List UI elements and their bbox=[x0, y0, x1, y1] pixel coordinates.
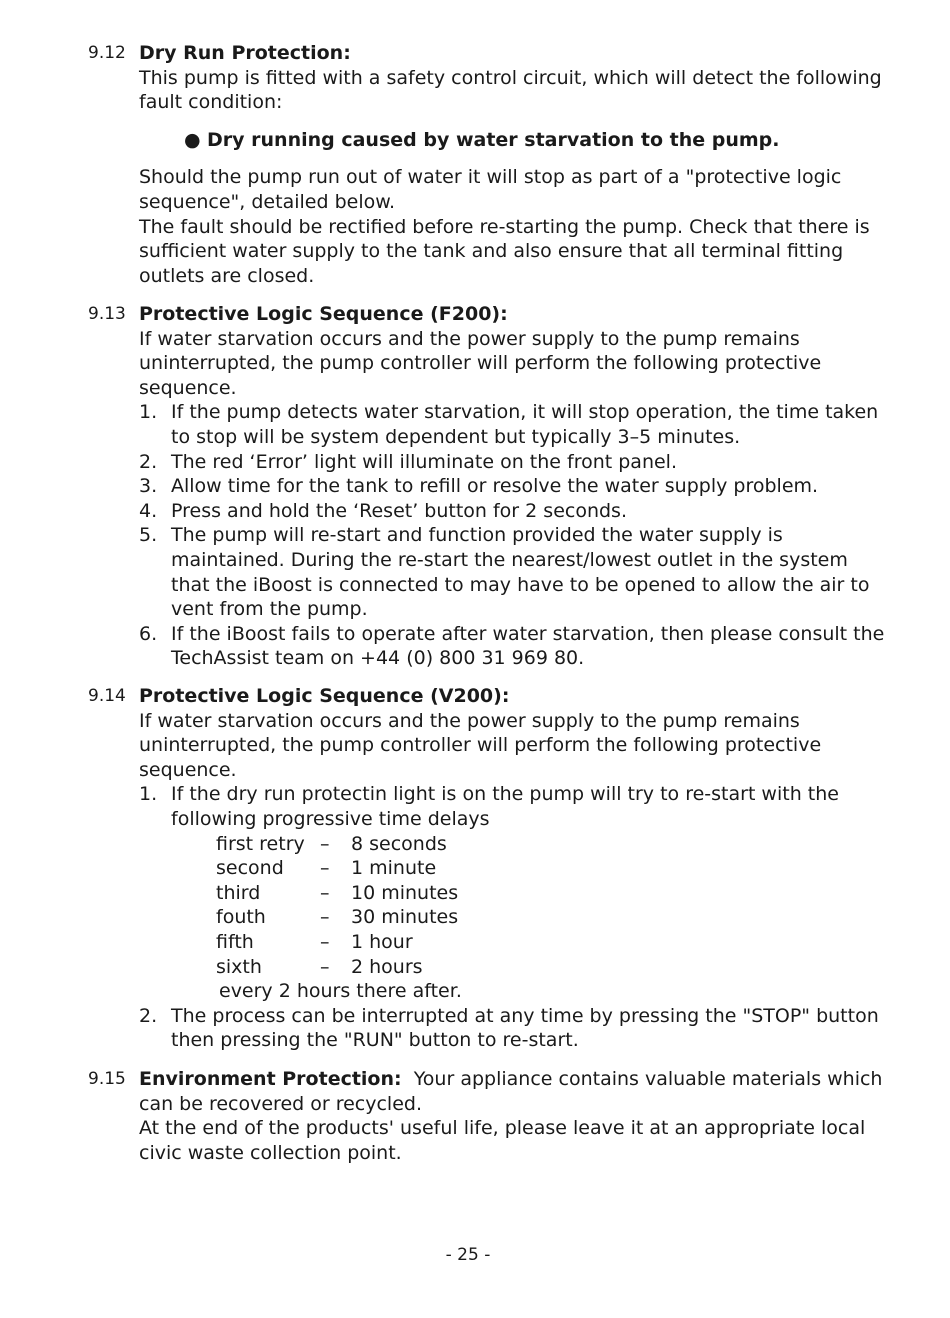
delay-ordinal: sixth bbox=[216, 955, 262, 978]
numbered-list bbox=[139, 782, 888, 1053]
delay-table bbox=[216, 832, 888, 980]
delay-dash: – bbox=[320, 930, 330, 953]
delay-row bbox=[216, 955, 888, 980]
paragraph: At the end of the products' useful life, please leave it at an appropriate local civic waste collection point. bbox=[139, 1117, 866, 1164]
bullet-text: Dry running caused by water starvation to the pump. bbox=[207, 128, 780, 151]
delay-dash: – bbox=[320, 906, 330, 929]
list-text: The pump will re-start and function provided the water supply is maintained. During the re-start the nearest/lowest outlet in the system that the iBoost is connected to may have to be opened to allow the air to vent from the pump. bbox=[171, 524, 870, 621]
section-title: Environment Protection: bbox=[139, 1068, 402, 1090]
list-number: 2. bbox=[139, 1004, 158, 1027]
delay-time: 2 hours bbox=[351, 955, 423, 978]
paragraph-text: Your appliance contains valuable materials which can be recovered or recycled. bbox=[139, 1068, 883, 1115]
section-number: 9.14 bbox=[88, 686, 126, 706]
section-9-12 bbox=[88, 41, 888, 288]
list-item bbox=[139, 622, 888, 671]
list-item bbox=[139, 474, 888, 499]
delay-dash: – bbox=[320, 881, 330, 904]
delay-dash: – bbox=[320, 955, 330, 978]
delay-row bbox=[216, 905, 888, 930]
list-number: 2. bbox=[139, 450, 158, 473]
delay-ordinal: second bbox=[216, 857, 284, 880]
list-text: The red ‘Error’ light will illuminate on the front panel. bbox=[171, 450, 678, 473]
numbered-list bbox=[139, 400, 888, 671]
delay-footnote: every 2 hours there after. bbox=[219, 980, 462, 1003]
section-title: Protective Logic Sequence (V200): bbox=[139, 685, 510, 707]
section-number: 9.13 bbox=[88, 304, 126, 324]
section-number: 9.15 bbox=[88, 1069, 126, 1089]
bullet-item bbox=[184, 128, 888, 153]
list-number: 1. bbox=[139, 401, 158, 424]
list-text: Allow time for the tank to refill or resolve the water supply problem. bbox=[171, 475, 819, 498]
list-number: 3. bbox=[139, 475, 158, 498]
section-9-13 bbox=[88, 302, 888, 671]
paragraph: This pump is fitted with a safety control circuit, which will detect the following fault condition: bbox=[139, 66, 882, 114]
delay-row bbox=[216, 881, 888, 906]
paragraph: If water starvation occurs and the power supply to the pump remains uninterrupted, the pump controller will perform the following protective sequence. bbox=[139, 709, 822, 781]
delay-row bbox=[216, 930, 888, 955]
list-text: The process can be interrupted at any time by pressing the "STOP" button then pressing the "RUN" button to re-start. bbox=[171, 1004, 879, 1052]
delay-ordinal: fifth bbox=[216, 930, 254, 953]
paragraph: If water starvation occurs and the power supply to the pump remains uninterrupted, the pump controller will perform the following protective sequence. bbox=[139, 327, 822, 399]
list-item bbox=[139, 782, 888, 1003]
section-9-14 bbox=[88, 684, 888, 1053]
section-title: Protective Logic Sequence (F200): bbox=[139, 303, 508, 325]
paragraph: Should the pump run out of water it will stop as part of a "protective logic sequence", detailed below. bbox=[139, 166, 842, 213]
delay-time: 10 minutes bbox=[351, 881, 459, 904]
list-item bbox=[139, 450, 888, 475]
list-item bbox=[139, 499, 888, 524]
delay-time: 1 minute bbox=[351, 857, 437, 880]
section-number: 9.12 bbox=[88, 43, 126, 63]
list-item bbox=[139, 523, 888, 621]
delay-time: 8 seconds bbox=[351, 832, 447, 855]
delay-dash: – bbox=[320, 832, 330, 855]
delay-row bbox=[216, 856, 888, 881]
page-number: - 25 - bbox=[445, 1245, 491, 1265]
list-number: 1. bbox=[139, 783, 158, 806]
list-item bbox=[139, 400, 888, 449]
list-number: 4. bbox=[139, 499, 158, 522]
paragraph bbox=[139, 1067, 888, 1116]
section-title: Dry Run Protection: bbox=[139, 42, 351, 64]
delay-time: 30 minutes bbox=[351, 906, 459, 929]
delay-ordinal: fouth bbox=[216, 906, 266, 929]
list-text: If the pump detects water starvation, it will stop operation, the time taken to stop will be system dependent but typically 3–5 minutes. bbox=[171, 401, 879, 448]
delay-time: 1 hour bbox=[351, 930, 413, 953]
list-text: If the iBoost fails to operate after water starvation, then please consult the TechAssist team on +44 (0) 800 31 969 80. bbox=[171, 622, 885, 670]
list-number: 5. bbox=[139, 524, 158, 547]
list-text: If the dry run protectin light is on the pump will try to re-start with the following progressive time delays bbox=[171, 783, 839, 830]
delay-ordinal: third bbox=[216, 881, 261, 904]
list-item bbox=[139, 1004, 888, 1053]
list-text: Press and hold the ‘Reset’ button for 2 seconds. bbox=[171, 499, 627, 522]
section-9-15 bbox=[88, 1067, 888, 1165]
list-number: 6. bbox=[139, 622, 158, 645]
delay-ordinal: first retry bbox=[216, 832, 305, 855]
bullet-icon: ● bbox=[184, 128, 201, 151]
delay-dash: – bbox=[320, 857, 330, 880]
paragraph: The fault should be rectified before re-starting the pump. Check that there is sufficient water supply to the tank and also ensure that all terminal fitting outlets are closed. bbox=[139, 215, 870, 287]
delay-row bbox=[216, 832, 888, 857]
